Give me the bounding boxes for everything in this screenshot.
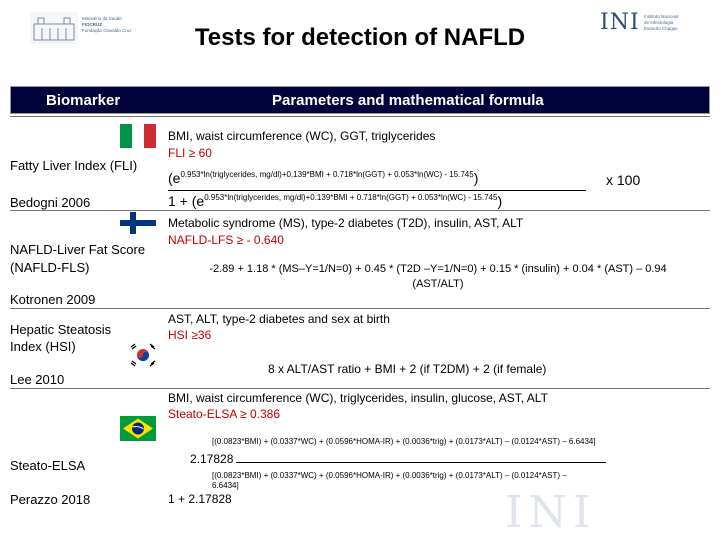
formula-close: )	[473, 170, 479, 186]
biomarker-formula	[168, 262, 708, 292]
fraction-bar	[236, 462, 606, 463]
biomarker-name: (NAFLD-FLS)	[10, 260, 90, 275]
elsa-numerator-exponent: [(0.0823*BMI) + (0.0337*WC) + (0.0596*HOMA-IR) + (0.0036*trig) + (0.0173*ALT) – (0.0124*AST) – 6.6434]	[212, 437, 596, 446]
formula-exponent: 0.953*ln(triglycerides, mg/dl)+0.139*BMI + 0.718*ln(GGT) + 0.053*ln(WC) - 15.745	[180, 170, 474, 179]
elsa-denominator-base: 1 + 2.17828	[168, 492, 232, 506]
row-divider	[10, 116, 710, 117]
formula-base: 1 + (e	[168, 193, 205, 209]
finland-flag	[120, 212, 156, 234]
biomarker-cutoff: FLI ≥ 60	[168, 146, 212, 160]
biomarker-cutoff: HSI ≥36	[168, 328, 212, 342]
formula-close: )	[497, 193, 503, 209]
biomarker-parameters: Metabolic syndrome (MS), type-2 diabetes (T2D), insulin, AST, ALT	[168, 216, 524, 230]
biomarker-name: Index (HSI)	[10, 339, 76, 354]
formula-numerator	[168, 170, 478, 186]
header-biomarker: Biomarker	[46, 92, 121, 109]
elsa-denominator-exponent: [(0.0823*BMI) + (0.0337*WC) + (0.0596*HOMA-IR) + (0.0036*trig) + (0.0173*ALT) – (0.0124*AST) –	[212, 471, 567, 480]
ini-mark: INI	[600, 10, 640, 35]
biomarker-parameters: BMI, waist circumference (WC), triglycerides, insulin, glucose, AST, ALT	[168, 391, 548, 405]
formula-base: (e	[168, 170, 181, 186]
korea-flag	[128, 342, 158, 368]
elsa-denominator-exponent: 6.6434]	[212, 481, 239, 490]
biomarker-name: Steato-ELSA	[10, 458, 86, 473]
biomarker-parameters: BMI, waist circumference (WC), GGT, triglycerides	[168, 129, 436, 143]
fraction-bar	[168, 190, 586, 191]
biomarker-cutoff: Steato-ELSA ≥ 0.386	[168, 407, 280, 421]
biomarker-reference: Kotronen 2009	[10, 292, 96, 307]
ini-watermark: INI	[505, 487, 597, 538]
biomarker-formula: 8 x ALT/AST ratio + BMI + 2 (if T2DM) + 2 (if female)	[268, 362, 547, 376]
logo-line: Ministério da Saúde	[82, 16, 122, 21]
biomarker-reference: Lee 2010	[10, 372, 65, 387]
logo-line: Instituto Nacional	[644, 14, 679, 19]
biomarker-name: Hepatic Steatosis	[10, 322, 112, 337]
italy-flag	[120, 124, 156, 148]
logo-line: Evandro Chagas	[644, 26, 678, 31]
biomarker-name: Fatty Liver Index (FLI)	[10, 158, 138, 173]
biomarker-cutoff: NAFLD-LFS ≥ - 0.640	[168, 233, 284, 247]
formula-line: -2.89 + 1.18 * (MS–Y=1/N=0) + 0.45 * (T2D –Y=1/N=0) + 0.15 * (insulin) + 0.04 * (AST) – 0.94	[209, 263, 667, 275]
logo-line: Fundação Oswaldo Cruz	[82, 28, 132, 33]
elsa-numerator-base: 2.17828	[190, 452, 234, 466]
logo-line: de Infectologia	[644, 20, 674, 25]
biomarker-parameters: AST, ALT, type-2 diabetes and sex at birth	[168, 312, 390, 326]
header-parameters: Parameters and mathematical formula	[272, 92, 544, 109]
biomarker-reference: Bedogni 2006	[10, 195, 91, 210]
formula-denominator	[168, 193, 502, 209]
brazil-flag	[120, 416, 156, 441]
biomarker-name: NAFLD-Liver Fat Score	[10, 242, 146, 257]
formula-exponent: 0.953*ln(triglycerides, mg/dl)+0.139*BMI + 0.718*ln(GGT) + 0.053*ln(WC) - 15.745	[204, 193, 498, 202]
biomarker-reference: Perazzo 2018	[10, 492, 91, 507]
formula-line: (AST/ALT)	[412, 278, 464, 290]
row-divider	[10, 388, 710, 389]
row-divider	[10, 308, 710, 309]
logo-line: FIOCRUZ	[82, 22, 102, 27]
page-title: Tests for detection of NAFLD	[194, 24, 526, 51]
row-divider	[10, 210, 710, 211]
formula-multiplier: x 100	[606, 172, 641, 188]
